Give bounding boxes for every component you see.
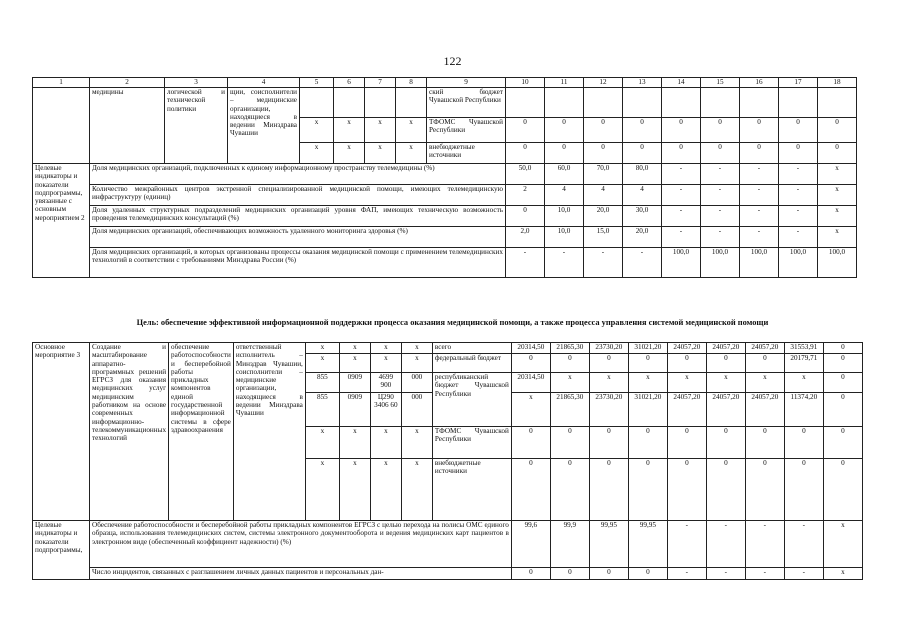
source-cell: всего bbox=[432, 343, 511, 354]
value-cell: x bbox=[818, 185, 857, 206]
value-cell: 10,0 bbox=[545, 227, 584, 248]
value-cell: 80,0 bbox=[623, 164, 662, 185]
value-cell: x bbox=[628, 373, 667, 393]
value-cell: 0 bbox=[823, 354, 862, 373]
value-cell: 15,0 bbox=[584, 227, 623, 248]
value-cell: 31021,20 bbox=[628, 343, 667, 354]
goal-heading: Цель: обеспечение эффективной информационной поддержки процесса оказания медицинской помощи, а также процесса управления системой медицинской помощи bbox=[136, 318, 769, 327]
value-cell: - bbox=[740, 206, 779, 227]
code-cell: x bbox=[334, 118, 365, 143]
table-row bbox=[33, 343, 863, 354]
value-cell bbox=[662, 88, 701, 118]
value-cell: 20,0 bbox=[623, 227, 662, 248]
value-cell: - bbox=[779, 227, 818, 248]
value-cell bbox=[740, 88, 779, 118]
value-cell: 2 bbox=[506, 185, 545, 206]
value-cell: 24057,20 bbox=[745, 343, 784, 354]
value-cell: 24057,20 bbox=[706, 343, 745, 354]
value-cell bbox=[545, 88, 584, 118]
header-cell: 11 bbox=[545, 78, 584, 88]
value-cell: 21865,30 bbox=[550, 343, 589, 354]
value-cell: - bbox=[667, 568, 706, 580]
value-cell bbox=[584, 88, 623, 118]
header-cell: 3 bbox=[165, 78, 228, 88]
value-cell: - bbox=[779, 185, 818, 206]
indicator-text: Доля медицинских организаций, обеспечивающих возможность удаленного мониторинга здоровья (%) bbox=[90, 227, 506, 248]
indicators-label: Целевые индикаторы и показатели подпрограммы, увязанные с основным мероприятием 2 bbox=[33, 164, 90, 278]
value-cell: 0 bbox=[740, 143, 779, 164]
direction-cell: Создание и масштабирование аппаратно-программных решений ЕГРСЗ для оказания медицинских услуг медицинским работником на основе современных информационно-телекоммуникационных технологий bbox=[90, 343, 169, 521]
value-cell: 0 bbox=[745, 427, 784, 459]
code-cell: x bbox=[339, 354, 370, 373]
header-cell: 9 bbox=[427, 78, 506, 88]
code-cell bbox=[365, 88, 396, 118]
code-cell: x bbox=[305, 354, 339, 373]
value-cell: 20314,50 bbox=[511, 343, 550, 354]
value-cell: 0 bbox=[511, 354, 550, 373]
source-cell: ТФОМС Чувашской Республики bbox=[427, 118, 506, 143]
value-cell: 0 bbox=[584, 118, 623, 143]
header-cell: 1 bbox=[33, 78, 90, 88]
code-cell: x bbox=[365, 118, 396, 143]
value-cell: 0 bbox=[667, 427, 706, 459]
header-cell: 18 bbox=[818, 78, 857, 88]
header-cell: 15 bbox=[701, 78, 740, 88]
header-cell: 14 bbox=[662, 78, 701, 88]
source-cell: республиканский бюджет Чувашской Республики bbox=[432, 373, 511, 427]
value-cell: - bbox=[545, 248, 584, 278]
code-cell: x bbox=[305, 427, 339, 459]
indicator-text: Доля медицинских организаций, подключенных к единому информационному пространству телемедицины (%) bbox=[90, 164, 506, 185]
code-cell: x bbox=[339, 343, 370, 354]
value-cell: 4 bbox=[584, 185, 623, 206]
code-cell: x bbox=[300, 143, 334, 164]
value-cell: 20179,71 bbox=[784, 354, 823, 373]
code-cell: x bbox=[334, 143, 365, 164]
code-cell: x bbox=[401, 459, 432, 521]
code-cell: 000 bbox=[401, 393, 432, 427]
value-cell: x bbox=[550, 373, 589, 393]
value-cell: 50,0 bbox=[506, 164, 545, 185]
value-cell: 0 bbox=[667, 459, 706, 521]
value-cell: 0 bbox=[545, 143, 584, 164]
indicators-label: Целевые индикаторы и показатели подпрограммы, bbox=[33, 521, 90, 580]
code-cell: x bbox=[370, 343, 401, 354]
code-cell: 000 bbox=[401, 373, 432, 393]
value-cell: 31553,91 bbox=[784, 343, 823, 354]
value-cell bbox=[779, 88, 818, 118]
value-cell: - bbox=[662, 164, 701, 185]
value-cell: 10,0 bbox=[545, 206, 584, 227]
code-cell: x bbox=[396, 143, 427, 164]
value-cell: 99,95 bbox=[628, 521, 667, 568]
value-cell: 0 bbox=[589, 459, 628, 521]
value-cell: 0 bbox=[823, 373, 862, 393]
value-cell: 0 bbox=[550, 459, 589, 521]
value-cell: - bbox=[745, 568, 784, 580]
value-cell: 24057,20 bbox=[667, 393, 706, 427]
value-cell: - bbox=[779, 164, 818, 185]
value-cell: 100,0 bbox=[662, 248, 701, 278]
header-cell: 10 bbox=[506, 78, 545, 88]
value-cell: 0 bbox=[550, 354, 589, 373]
code-cell: Ц290 3406 60 bbox=[370, 393, 401, 427]
value-cell: 0 bbox=[701, 143, 740, 164]
value-cell: 100,0 bbox=[740, 248, 779, 278]
code-cell: 0909 bbox=[339, 373, 370, 393]
value-cell: - bbox=[745, 521, 784, 568]
value-cell: - bbox=[506, 248, 545, 278]
value-cell: 0 bbox=[823, 427, 862, 459]
executor-cell: ответственный исполнитель – Минздрав Чувашии, соисполнители – медицинские организации, находящиеся в ведении Минздрава Чувашии bbox=[233, 343, 305, 521]
code-cell: x bbox=[396, 118, 427, 143]
value-cell: 0 bbox=[706, 427, 745, 459]
value-cell: 0 bbox=[623, 118, 662, 143]
empty-cell bbox=[33, 88, 90, 164]
task-cell: обеспечение работоспособности и бесперебойной работы прикладных компонентов единой государственной информационной системы в сфере здравоохранения bbox=[169, 343, 234, 521]
value-cell: 100,0 bbox=[701, 248, 740, 278]
value-cell: - bbox=[662, 206, 701, 227]
value-cell: - bbox=[623, 248, 662, 278]
value-cell: 100,0 bbox=[818, 248, 857, 278]
value-cell: - bbox=[701, 185, 740, 206]
table-top bbox=[32, 77, 857, 278]
value-cell: 0 bbox=[667, 354, 706, 373]
direction-cell: медицины bbox=[90, 88, 165, 164]
value-cell: 24057,20 bbox=[706, 393, 745, 427]
value-cell: 0 bbox=[550, 427, 589, 459]
value-cell: 99,6 bbox=[511, 521, 550, 568]
value-cell: 0 bbox=[823, 393, 862, 427]
header-cell: 2 bbox=[90, 78, 165, 88]
indicator-row bbox=[33, 568, 863, 580]
indicator-text: Доля удаленных структурных подразделений медицинских организаций уровня ФАП, имеющих техническую возможность проведения телемедицинских консультаций (%) bbox=[90, 206, 506, 227]
value-cell: 20314,50 bbox=[511, 373, 550, 393]
value-cell: 0 bbox=[818, 143, 857, 164]
code-cell: 855 bbox=[305, 393, 339, 427]
value-cell: 0 bbox=[784, 459, 823, 521]
source-cell: ТФОМС Чувашской Республики bbox=[432, 427, 511, 459]
source-cell: внебюджетные источники bbox=[432, 459, 511, 521]
value-cell: 4 bbox=[545, 185, 584, 206]
value-cell: - bbox=[740, 185, 779, 206]
value-cell: 0 bbox=[823, 343, 862, 354]
indicator-text: Доля медицинских организаций, в которых организованы процессы оказания медицинской помощи с применением телемедицинских технологий в соответствии с требованиями Минздрава России (%) bbox=[90, 248, 506, 278]
header-cell: 6 bbox=[334, 78, 365, 88]
value-cell: - bbox=[784, 568, 823, 580]
value-cell: 0 bbox=[550, 568, 589, 580]
value-cell bbox=[701, 88, 740, 118]
value-cell: 0 bbox=[701, 118, 740, 143]
value-cell: 23730,20 bbox=[589, 393, 628, 427]
code-cell bbox=[300, 88, 334, 118]
header-cell: 12 bbox=[584, 78, 623, 88]
value-cell: x bbox=[745, 373, 784, 393]
value-cell: 0 bbox=[511, 459, 550, 521]
value-cell: 11374,20 bbox=[784, 393, 823, 427]
indicator-text: Число инцидентов, связанных с разглашением личных данных пациентов и персональных дан- bbox=[90, 568, 512, 580]
value-cell: - bbox=[701, 206, 740, 227]
value-cell: 0 bbox=[628, 427, 667, 459]
value-cell: - bbox=[706, 521, 745, 568]
value-cell: 99,9 bbox=[550, 521, 589, 568]
value-cell: 2,0 bbox=[506, 227, 545, 248]
indicator-text: Обеспечение работоспособности и бесперебойной работы прикладных компонентов ЕГРСЗ с целью перехода на полисы ОМС единого образца, использования телемедицинских систем, системы электронного документооборота и ведения медицинских карт пациентов в электронном виде (обеспеченный коэффициент надежности) (%) bbox=[90, 521, 512, 568]
value-cell: 0 bbox=[545, 118, 584, 143]
indicator-row bbox=[33, 227, 857, 248]
indicator-row bbox=[33, 164, 857, 185]
value-cell: 24057,20 bbox=[667, 343, 706, 354]
value-cell: 0 bbox=[745, 354, 784, 373]
value-cell: x bbox=[706, 373, 745, 393]
code-cell: x bbox=[401, 354, 432, 373]
value-cell: 0 bbox=[818, 118, 857, 143]
value-cell: 0 bbox=[779, 143, 818, 164]
value-cell: 0 bbox=[623, 143, 662, 164]
value-cell: x bbox=[818, 164, 857, 185]
header-cell: 8 bbox=[396, 78, 427, 88]
value-cell bbox=[818, 88, 857, 118]
value-cell: 0 bbox=[506, 143, 545, 164]
value-cell: 0 bbox=[589, 354, 628, 373]
code-cell: x bbox=[300, 118, 334, 143]
code-cell bbox=[334, 88, 365, 118]
value-cell: 0 bbox=[662, 118, 701, 143]
value-cell: 100,0 bbox=[779, 248, 818, 278]
code-cell: x bbox=[305, 459, 339, 521]
header-cell: 16 bbox=[740, 78, 779, 88]
value-cell: - bbox=[740, 164, 779, 185]
value-cell: x bbox=[589, 373, 628, 393]
value-cell: - bbox=[584, 248, 623, 278]
header-cell: 7 bbox=[365, 78, 396, 88]
indicator-row bbox=[33, 521, 863, 568]
code-cell: x bbox=[401, 427, 432, 459]
value-cell: 0 bbox=[589, 568, 628, 580]
code-cell: 4699 900 bbox=[370, 373, 401, 393]
value-cell: x bbox=[818, 206, 857, 227]
table-bottom bbox=[32, 342, 863, 580]
value-cell: 24057,20 bbox=[745, 393, 784, 427]
value-cell: 0 bbox=[506, 118, 545, 143]
value-cell: x bbox=[818, 227, 857, 248]
value-cell: 0 bbox=[823, 459, 862, 521]
value-cell: 23730,20 bbox=[589, 343, 628, 354]
value-cell: 60,0 bbox=[545, 164, 584, 185]
value-cell: 0 bbox=[511, 427, 550, 459]
value-cell: - bbox=[701, 227, 740, 248]
value-cell: 70,0 bbox=[584, 164, 623, 185]
value-cell: 99,95 bbox=[589, 521, 628, 568]
value-cell: 20,0 bbox=[584, 206, 623, 227]
code-cell: x bbox=[370, 427, 401, 459]
executor-cell: щии, соисполнители – медицинские организации, находящиеся в ведении Минздрава Чувашии bbox=[228, 88, 300, 164]
value-cell: x bbox=[667, 373, 706, 393]
indicator-text: Количество межрайонных центров экстренной специализированной медицинской помощи, имеющих телемедицинскую инфраструктуру (единиц) bbox=[90, 185, 506, 206]
value-cell: - bbox=[667, 521, 706, 568]
value-cell: - bbox=[740, 227, 779, 248]
value-cell: 0 bbox=[628, 568, 667, 580]
header-row bbox=[33, 78, 857, 88]
value-cell: 0 bbox=[779, 118, 818, 143]
value-cell: - bbox=[662, 185, 701, 206]
code-cell: x bbox=[339, 427, 370, 459]
page-number: 122 bbox=[443, 54, 462, 68]
value-cell: 0 bbox=[706, 354, 745, 373]
header-cell: 4 bbox=[228, 78, 300, 88]
value-cell: x bbox=[823, 521, 862, 568]
source-cell: ский бюджет Чувашской Республики bbox=[427, 88, 506, 118]
value-cell: 31021,20 bbox=[628, 393, 667, 427]
code-cell bbox=[396, 88, 427, 118]
task-cell: логической и технической политики bbox=[165, 88, 228, 164]
value-cell: 0 bbox=[706, 459, 745, 521]
indicator-row bbox=[33, 248, 857, 278]
value-cell: - bbox=[701, 164, 740, 185]
code-cell: x bbox=[339, 459, 370, 521]
code-cell: 855 bbox=[305, 373, 339, 393]
value-cell: - bbox=[779, 206, 818, 227]
indicator-row bbox=[33, 206, 857, 227]
code-cell: 0909 bbox=[339, 393, 370, 427]
code-cell: x bbox=[370, 354, 401, 373]
value-cell: - bbox=[784, 521, 823, 568]
value-cell: 21865,30 bbox=[550, 393, 589, 427]
value-cell: 30,0 bbox=[623, 206, 662, 227]
value-cell: x bbox=[823, 568, 862, 580]
code-cell: x bbox=[305, 343, 339, 354]
code-cell: x bbox=[401, 343, 432, 354]
value-cell: 0 bbox=[511, 568, 550, 580]
value-cell bbox=[506, 88, 545, 118]
table-row bbox=[33, 88, 857, 118]
value-cell: 0 bbox=[506, 206, 545, 227]
source-cell: федеральный бюджет bbox=[432, 354, 511, 373]
value-cell: 0 bbox=[628, 354, 667, 373]
value-cell: x bbox=[511, 393, 550, 427]
value-cell: - bbox=[662, 227, 701, 248]
value-cell: 0 bbox=[784, 427, 823, 459]
value-cell: 0 bbox=[589, 427, 628, 459]
code-cell: x bbox=[370, 459, 401, 521]
source-cell: внебюджетные источники bbox=[427, 143, 506, 164]
value-cell: 0 bbox=[740, 118, 779, 143]
code-cell: x bbox=[365, 143, 396, 164]
value-cell: 0 bbox=[584, 143, 623, 164]
value-cell: - bbox=[706, 568, 745, 580]
indicator-row bbox=[33, 185, 857, 206]
activity-cell: Основное мероприятие 3 bbox=[33, 343, 90, 521]
header-cell: 17 bbox=[779, 78, 818, 88]
value-cell: 0 bbox=[745, 459, 784, 521]
value-cell: x bbox=[784, 373, 823, 393]
header-cell: 5 bbox=[300, 78, 334, 88]
value-cell: 0 bbox=[662, 143, 701, 164]
value-cell bbox=[623, 88, 662, 118]
value-cell: 4 bbox=[623, 185, 662, 206]
value-cell: 0 bbox=[628, 459, 667, 521]
header-cell: 13 bbox=[623, 78, 662, 88]
